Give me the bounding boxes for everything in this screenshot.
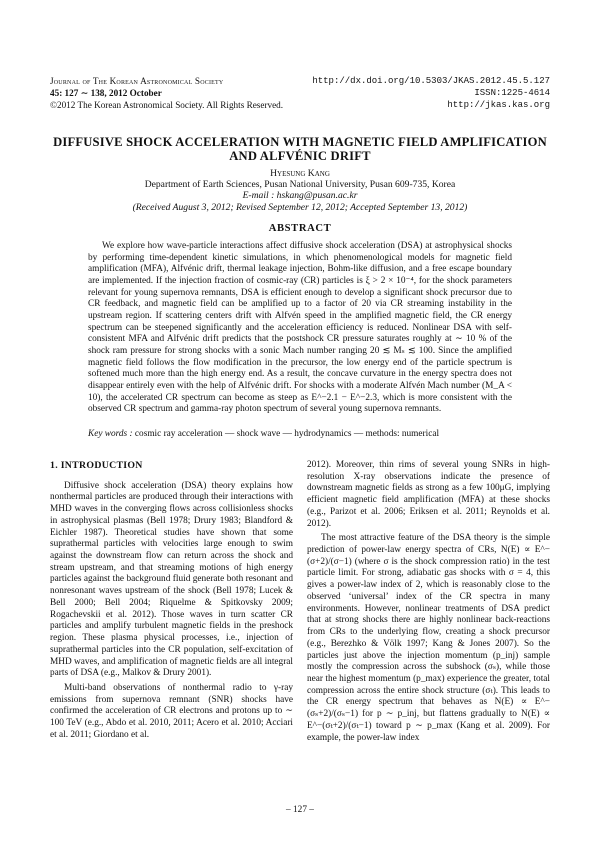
section-heading: 1. INTRODUCTION <box>50 460 143 471</box>
paragraph: Multi-band observations of nonthermal radio to γ-ray emissions from supernova remnant (SNR) shocks have confirmed the acceleration of CR electrons and protons up to ∼ 100 TeV (e.g., Abdo et al. 2010, 2011; Acero et al. 2010; Acciari et al. 2011; Giordano et al. <box>50 682 293 740</box>
paragraph: 2012). Moreover, thin rims of several young SNRs in high-resolution X-ray observations indicate the presence of downstream magnetic fields as strong as a few 100μG, implying efficient magnetic field amplification (MFA) at these shocks (e.g., Parizot et al. 2006; Eriksen et al. 2011; Reynolds et al. 2012). <box>307 460 550 529</box>
author-email: E-mail : hskang@pusan.ac.kr <box>242 190 358 201</box>
right-column <box>307 460 550 744</box>
received-dates: (Received August 3, 2012; Revised September 12, 2012; Accepted September 13, 2012) <box>132 202 468 213</box>
keywords-label: Key words : <box>88 429 133 439</box>
paper-title: DIFFUSIVE SHOCK ACCELERATION WITH MAGNETIC FIELD AMPLIFICATION AND ALFVÉNIC DRIFT <box>53 135 547 163</box>
keywords <box>88 429 512 441</box>
keywords-list: cosmic ray acceleration — shock wave — hydrodynamics — methods: numerical <box>134 429 440 439</box>
left-column <box>50 460 293 742</box>
page-number: – 127 – <box>286 805 314 815</box>
paper-author: Hyesung Kang <box>270 168 330 179</box>
abstract-body: We explore how wave-particle interactions affect diffusive shock acceleration (DSA) at astrophysical shocks by performing time-dependent kinetic simulations, in which phenomenological models for magnetic field amplification (MFA), Alfvénic drift, thermal leakage injection, Bohm-like diffusion, and a free escape boundary are implemented. If the injection fraction of cosmic-ray (CR) particles is ξ > 2 × 10⁻⁴, for the shock parameters relevant for young supernova remnants, DSA is efficient enough to develop a significant shock precursor due to CR feedback, and magnetic field can be amplified up to a factor of 20 via CR streaming instability in the upstream region. If scattering centers drift with Alfvén speed in the amplified magnetic field, the CR energy spectrum can be steepened significantly and the acceleration efficiency is reduced. Nonlinear DSA with self-consistent MFA and Alfvénic drift predicts that the postshock CR pressure saturates roughly at ∼ 10 % of the shock ram pressure for strong shocks with a sonic Mach number ranging 20 ≲ Mₛ ≲ 100. Since the amplified magnetic field follows the flow modification in the precursor, the low energy end of the particle spectrum is softened much more than the high energy end. As a result, the concave curvature in the energy spectra does not disappear entirely even with the help of Alfvénic drift. For shocks with a moderate Alfvén Mach number (M_A < 10), the accelerated CR spectrum can become as steep as E^−2.1 − E^−2.3, which is more consistent with the observed CR spectrum and gamma-ray photon spectrum of several young supernova remnants. <box>88 241 512 415</box>
journal-header <box>50 75 283 111</box>
paragraph: The most attractive feature of the DSA theory is the simple prediction of power-law energy spectra of CRs, N(E) ∝ E^−(σ+2)/(σ−1) (where σ is the shock compression ratio) in the test particle limit. For strong, adiabatic gas shocks with σ = 4, this gives a power-law index of 2, which is reasonably close to the observed ‘universal’ index of the CR spectra in many environments. However, nonlinear treatments of DSA predict that at strong shocks there are highly nonlinear back-reactions from CRs to the underlying flow, creating a shock precursor (e.g., Berezhko & Völk 1997; Kang & Jones 2007). So the particles just above the injection momentum (p_inj) sample mostly the compression across the subshock (σₛ), while those near the highest momentum (p_max) experience the greater, total compression across the entire shock structure (σₜ). This leads to the CR energy spectrum that behaves as N(E) ∝ E^−(σₛ+2)/(σₛ−1) for p ∼ p_inj, but flattens gradually to N(E) ∝ E^−(σₜ+2)/(σₜ−1) toward p ∼ p_max (Kang et al. 2009). For example, the power-law index <box>307 533 550 743</box>
paragraph: Diffusive shock acceleration (DSA) theory explains how nonthermal particles are produced through their interactions with MHD waves in the converging flows across collisionless shocks in astrophysical plasmas (Bell 1978; Drury 1983; Blandford & Eichler 1987). Theoretical studies have shown that some suprathermal particles with velocities large enough to swim against the downstream flow can return across the shock and stream upstream, and that streaming motions of high energy particles against the background fluid generate both resonant and nonresonant waves upstream of the shock (Bell 1978; Lucek & Bell 2000; Bell 2004; Riquelme & Spitkovsky 2009; Rogachevskii et al. 2012). Those waves in turn scatter CR particles and amplify turbulent magnetic fields in the preshock region. These plasma physical processes, i.e., injection of suprathermal particles into the CR population, self-excitation of MHD waves, and amplification of magnetic fields are all integral parts of DSA (e.g., Malkov & Drury 2001). <box>50 480 293 679</box>
abstract-heading: ABSTRACT <box>268 223 332 234</box>
issn-text: ISSN:1225-4614 <box>474 88 550 98</box>
copyright-line: ©2012 The Korean Astronomical Society. All Rights Reserved. <box>50 100 284 110</box>
journal-links <box>312 75 550 111</box>
journal-volume: 45: 127 ∼ 138, 2012 October <box>50 88 162 98</box>
journal-url-link[interactable]: http://jkas.kas.org <box>447 100 550 110</box>
author-affiliation: Department of Earth Sciences, Pusan National University, Pusan 609-735, Korea <box>144 179 456 190</box>
doi-link[interactable]: http://dx.doi.org/10.5303/JKAS.2012.45.5.127 <box>312 76 550 86</box>
journal-name: Journal of The Korean Astronomical Society <box>50 76 224 86</box>
